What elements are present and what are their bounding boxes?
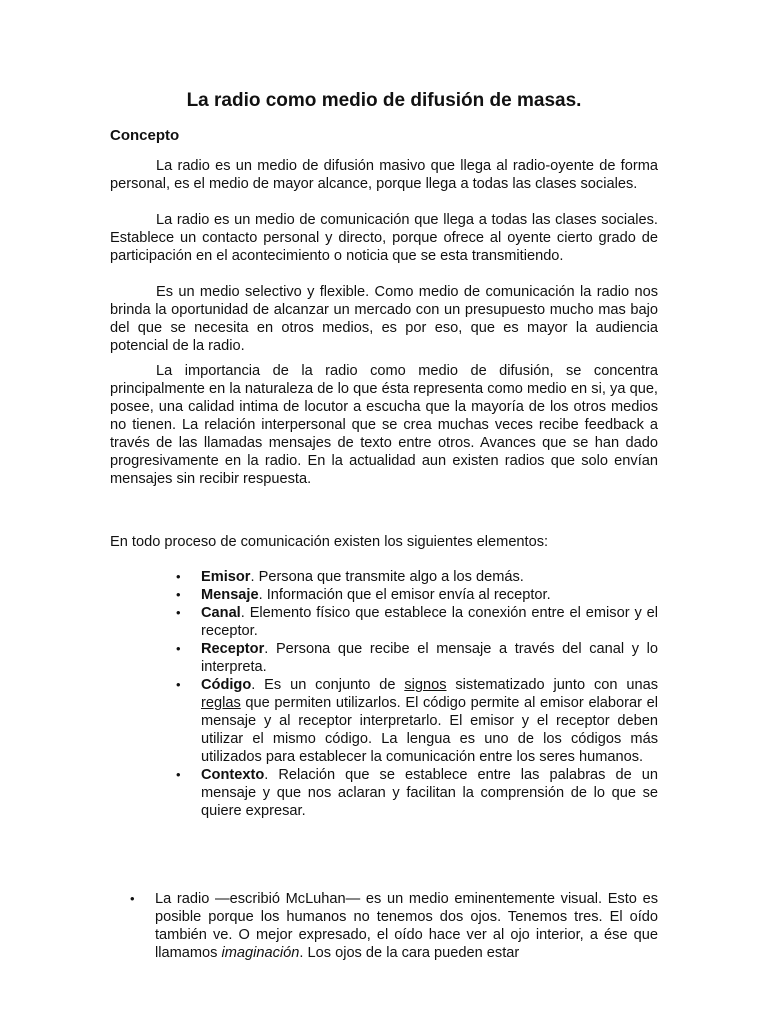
bullet-icon: • — [176, 569, 181, 584]
list-item — [176, 766, 658, 820]
paragraph-4: La importancia de la radio como medio de difusión, se concentra principalmente en la naturaleza de lo que ésta representa como medio en si, ya que, posee, una calidad intima de locutor a escucha que la mayoría de los otros medios no tienen. La relación interpersonal que se crea muchas veces recibe feedback a través de las llamadas mensajes de texto entre otros. Avances que se han dado progresivamente en la radio. En la actualidad aun existen radios que solo envían mensajes sin recibir respuesta. — [110, 363, 658, 487]
elements-intro: En todo proceso de comunicación existen los siguientes elementos: — [110, 534, 549, 550]
mcluhan-text-end: . Los ojos de la cara pueden estar — [299, 945, 520, 961]
bullet-icon: • — [176, 587, 181, 602]
list-item — [176, 676, 658, 766]
mcluhan-text: La radio —escribió McLuhan— es un medio eminentemente visual. Esto es posible porque los humanos no tenemos dos ojos. Tenemos tres. El oído también ve. O mejor expresado, el oído hace ver al ojo interior, a ése que llamamos — [155, 891, 658, 961]
element-term: Código — [201, 677, 252, 693]
element-text: . Persona que recibe el mensaje a través del canal y lo interpreta. — [201, 641, 658, 675]
signos-link[interactable]: signos — [404, 677, 447, 693]
list-item — [130, 890, 658, 962]
bullet-icon: • — [176, 641, 181, 656]
paragraph-1: La radio es un medio de difusión masivo que llega al radio-oyente de forma personal, es el medio de mayor alcance, porque llega a todas las clases sociales. — [110, 158, 658, 192]
list-item — [176, 640, 658, 676]
elements-list — [176, 568, 658, 820]
element-text: sistematizado junto con unas — [446, 677, 658, 693]
mcluhan-emphasis: imaginación — [221, 945, 300, 961]
bullet-icon: • — [176, 677, 181, 692]
element-text: . Persona que transmite algo a los demás. — [250, 569, 524, 585]
reglas-link[interactable]: reglas — [201, 695, 241, 711]
list-item — [176, 586, 658, 604]
paragraph-3: Es un medio selectivo y flexible. Como medio de comunicación la radio nos brinda la oportunidad de alcanzar un mercado con un presupuesto mucho mas bajo del que se necesita en otros medios, es por eso, que es mayor la audiencia potencial de la radio. — [110, 284, 658, 354]
document-title: La radio como medio de difusión de masas. — [186, 90, 582, 111]
bullet-icon: • — [130, 891, 135, 906]
element-text: . Elemento físico que establece la conexión entre el emisor y el receptor. — [201, 605, 658, 639]
element-term: Emisor — [201, 569, 251, 585]
element-term: Mensaje — [201, 587, 259, 603]
element-term: Canal — [201, 605, 241, 621]
bullet-icon: • — [176, 605, 181, 620]
section-heading: Concepto — [110, 127, 180, 144]
list-item — [176, 568, 658, 586]
element-term: Receptor — [201, 641, 265, 657]
bullet-icon: • — [176, 767, 181, 782]
mcluhan-list — [130, 890, 658, 962]
element-text: . Información que el emisor envía al receptor. — [258, 587, 551, 603]
element-text: . Relación que se establece entre las palabras de un mensaje y que nos aclaran y facilitan la comprensión de lo que se quiere expresar. — [201, 767, 658, 819]
element-term: Contexto — [201, 767, 265, 783]
element-text: que permiten utilizarlos. El código permite al emisor elaborar el mensaje y al receptor interpretarlo. El emisor y el receptor deben utilizar el mismo código. La lengua es uno de los códigos más utilizados para establecer la comunicación entre los seres humanos. — [201, 695, 658, 765]
paragraph-2: La radio es un medio de comunicación que llega a todas las clases sociales. Establece un contacto personal y directo, porque ofrece al oyente cierto grado de participación en el acontecimiento o noticia que se esta transmitiendo. — [110, 212, 658, 264]
list-item — [176, 604, 658, 640]
element-text: . Es un conjunto de — [251, 677, 405, 693]
